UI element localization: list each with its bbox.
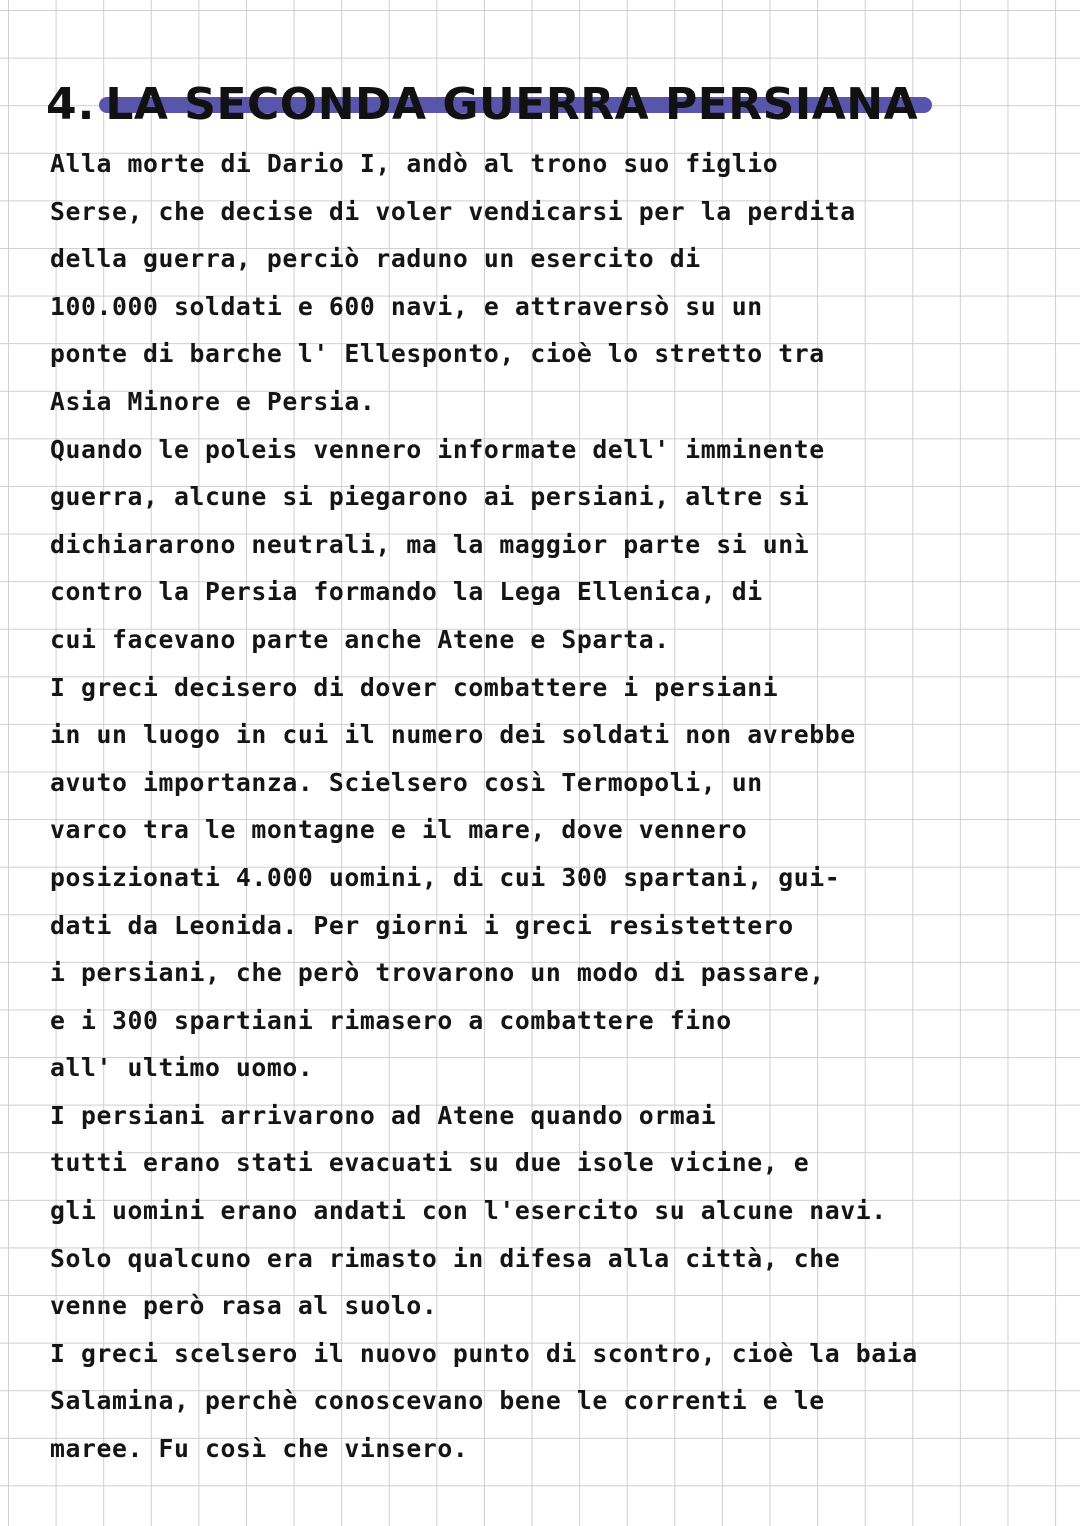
text-line: in un luogo in cui il numero dei soldati non avrebbe bbox=[50, 720, 856, 750]
text-line: venne però rasa al suolo. bbox=[50, 1291, 438, 1321]
handwritten-body bbox=[50, 140, 1070, 1473]
text-line: I greci decisero di dover combattere i persiani bbox=[50, 672, 779, 702]
text-line: ponte di barche l' Ellesponto, cioè lo stretto tra bbox=[50, 339, 825, 369]
text-line: avuto importanza. Scielsero così Termopoli, un bbox=[50, 767, 763, 797]
page-heading bbox=[46, 74, 918, 134]
heading-title: LA SECONDA GUERRA PERSIANA bbox=[105, 78, 919, 130]
text-line: posizionati 4.000 uomini, di cui 300 spartani, gui- bbox=[50, 862, 841, 892]
text-line: guerra, alcune si piegarono ai persiani, altre si bbox=[50, 482, 810, 512]
heading-number: 4. bbox=[46, 78, 96, 130]
text-line: varco tra le montagne e il mare, dove vennero bbox=[50, 815, 748, 845]
text-line: Solo qualcuno era rimasto in difesa alla città, che bbox=[50, 1243, 841, 1273]
text-line: maree. Fu così che vinsero. bbox=[50, 1434, 469, 1464]
text-line: gli uomini erano andati con l'esercito su alcune navi. bbox=[50, 1196, 887, 1226]
text-line: i persiani, che però trovarono un modo di passare, bbox=[50, 958, 825, 988]
text-line: Quando le poleis vennero informate dell' imminente bbox=[50, 434, 825, 464]
text-line: Salamina, perchè conoscevano bene le correnti e le bbox=[50, 1386, 825, 1416]
text-line: all' ultimo uomo. bbox=[50, 1053, 314, 1083]
text-line: Alla morte di Dario I, andò al trono suo figlio bbox=[50, 149, 779, 178]
text-line: cui facevano parte anche Atene e Sparta. bbox=[50, 624, 670, 654]
text-line: Asia Minore e Persia. bbox=[50, 386, 376, 416]
heading-title-wrap bbox=[105, 79, 918, 130]
text-line: tutti erano stati evacuati su due isole vicine, e bbox=[50, 1148, 810, 1178]
text-line: 100.000 soldati e 600 navi, e attraversò su un bbox=[50, 291, 763, 321]
text-line: I persiani arrivarono ad Atene quando ormai bbox=[50, 1100, 717, 1130]
text-line: della guerra, perciò raduno un esercito di bbox=[50, 244, 701, 274]
text-line: I greci scelsero il nuovo punto di scontro, cioè la baia bbox=[50, 1338, 918, 1368]
text-line: dati da Leonida. Per giorni i greci resistettero bbox=[50, 910, 794, 940]
text-line: Serse, che decise di voler vendicarsi per la perdita bbox=[50, 196, 856, 226]
text-line: contro la Persia formando la Lega Ellenica, di bbox=[50, 577, 763, 607]
text-line: e i 300 spartiani rimasero a combattere fino bbox=[50, 1005, 732, 1035]
text-line: dichiararono neutrali, ma la maggior parte si unì bbox=[50, 529, 810, 559]
